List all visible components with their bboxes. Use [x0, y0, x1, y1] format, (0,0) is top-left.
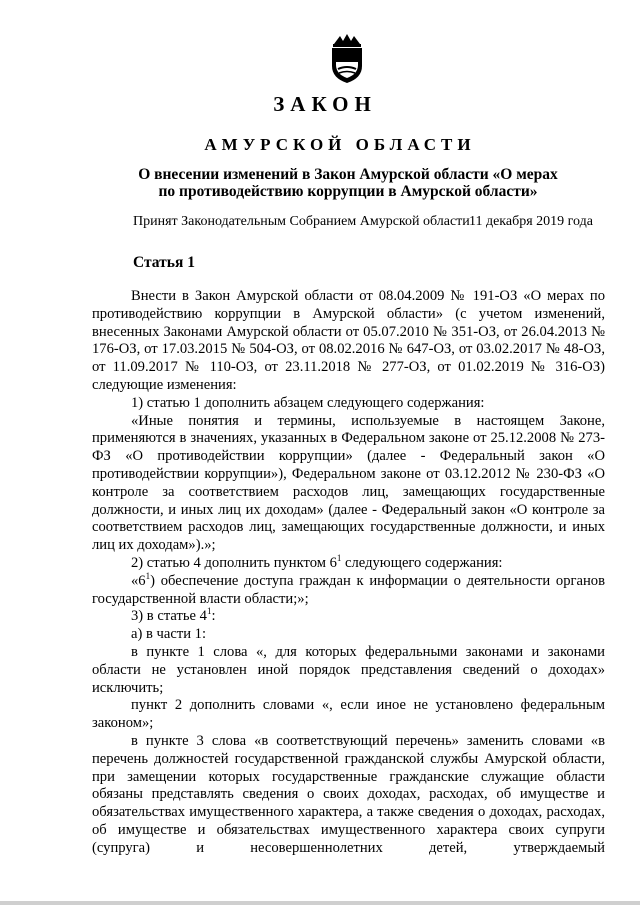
adoption-line	[133, 214, 593, 230]
subject-line-2: по противодействию коррупции в Амурской области»	[158, 183, 538, 200]
paragraph: в пункте 1 слова «, для которых федеральными законами и законами области не установлен иной порядок представления сведений о доходах» исключить;	[92, 643, 605, 696]
adoption-date: 11 декабря 2019 года	[468, 214, 593, 229]
paragraph: 1) статью 1 дополнить абзацем следующего содержания:	[131, 394, 485, 411]
text-run: 3) в статье 4	[131, 608, 207, 625]
document-type-title: ЗАКОН	[273, 92, 377, 116]
paragraph: «Иные понятия и термины, используемые в настоящем Законе, применяются в значениях, указанных в Федеральном законе от 25.12.2008 № 273-ФЗ «О противодействии коррупции» (далее - Федеральный закон «О противодействии коррупции»), Федеральном законе от 03.12.2012 № 230-ФЗ «О контроле за соответствием расходов лиц, замещающих государственные должности, и иных лиц их доходам» (далее - Федеральный закон «О контроле за соответствием расходов лиц, замещающих государственные должности, и иных лиц их доходам»).»;	[92, 412, 605, 554]
coat-of-arms-icon	[326, 32, 368, 84]
paragraph: в пункте 3 слова «в соответствующий перечень» заменить словами «в перечень должностей государственной гражданской службы Амурской области, при замещении которых государственные гражданские служащие области обязаны представлять сведения о своих доходах, расходах, об имуществе и обязательствах имущественного характера, а также сведения о доходах, расходах, об имуществе и обязательствах имущественного характера своих супруги (супруга) и несовершеннолетних детей, утверждаемый	[92, 732, 605, 856]
paragraph	[92, 608, 605, 626]
text-run: следующего содержания:	[341, 554, 503, 571]
paragraph: Внести в Закон Амурской области от 08.04.2009 № 191-ОЗ «О мерах по противодействию коррупции в Амурской области» (с учетом изменений, внесенных Законами Амурской области от 05.07.2010 № 351-ОЗ, от 26.04.2013 № 176-ОЗ, от 17.03.2015 № 504-ОЗ, от 08.02.2016 № 647-ОЗ, от 03.02.2017 № 48-ОЗ, от 11.09.2017 № 110-ОЗ, от 23.11.2018 № 277-ОЗ, от 01.02.2019 № 316-ОЗ) следующие изменения:	[92, 288, 605, 393]
paragraph: пункт 2 дополнить словами «, если иное не установлено федеральным законом»;	[92, 697, 605, 732]
document-body	[92, 284, 605, 858]
page-edge	[0, 901, 640, 905]
article-heading: Статья 1	[133, 254, 195, 271]
law-subject-title	[120, 166, 576, 200]
superscript: 1	[145, 570, 151, 581]
superscript: 1	[206, 606, 212, 617]
paragraph	[92, 570, 605, 609]
text-run: «6	[131, 572, 146, 589]
superscript: 1	[336, 553, 342, 564]
region-title: АМУРСКОЙ ОБЛАСТИ	[204, 135, 476, 154]
text-run: 2) статью 4 дополнить пунктом 6	[131, 554, 337, 571]
paragraph: а) в части 1:	[131, 626, 207, 643]
text-run: ) обеспечение доступа граждан к информации о деятельности органов государственной власти области;»;	[92, 572, 605, 607]
text-run: :	[211, 608, 216, 625]
adoption-text: Принят Законодательным Собранием Амурской области	[133, 214, 470, 229]
subject-line-1: О внесении изменений в Закон Амурской области «О мерах	[138, 166, 558, 183]
paragraph	[92, 555, 605, 573]
